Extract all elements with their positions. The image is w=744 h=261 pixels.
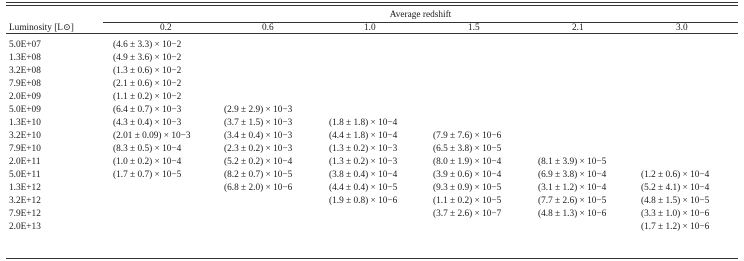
column-header: 1.5 [468,23,480,33]
value-cell: (3.1 ± 1.2) × 10−4 [538,183,607,193]
value-cell: (5.2 ± 4.1) × 10−4 [641,183,710,193]
value-cell: (3.7 ± 1.5) × 10−3 [224,118,293,128]
value-cell: (3.3 ± 1.0) × 10−6 [641,209,710,219]
value-cell: (1.2 ± 0.6) × 10−4 [641,170,710,180]
value-cell: (6.4 ± 0.7) × 10−3 [113,105,182,115]
top-rule-double [6,5,738,6]
value-cell: (1.3 ± 0.6) × 10−2 [113,66,182,76]
column-header: 3.0 [676,23,688,33]
value-cell: (3.7 ± 2.6) × 10−7 [433,209,502,219]
value-cell: (5.2 ± 0.2) × 10−4 [224,157,293,167]
value-cell: (4.4 ± 1.8) × 10−4 [329,131,398,141]
luminosity-cell: 7.9E+12 [9,209,41,219]
luminosity-cell: 2.0E+13 [9,222,41,232]
table-row [0,221,744,234]
value-cell: (7.9 ± 7.6) × 10−6 [433,131,502,141]
value-cell: (1.1 ± 0.2) × 10−2 [113,92,182,102]
column-header: 1.0 [364,23,376,33]
luminosity-cell: 3.2E+12 [9,196,41,206]
table-row [0,39,744,52]
luminosity-cell: 1.3E+08 [9,53,41,63]
value-cell: (1.7 ± 0.7) × 10−5 [113,170,182,180]
value-cell: (7.7 ± 2.6) × 10−5 [538,196,607,206]
top-rule [6,2,738,3]
value-cell: (4.3 ± 0.4) × 10−3 [113,118,182,128]
table-row [0,169,744,182]
table-row [0,195,744,208]
luminosity-cell: 7.9E+10 [9,144,41,154]
luminosity-cell: 5.0E+09 [9,105,41,115]
value-cell: (1.3 ± 0.2) × 10−3 [329,144,398,154]
luminosity-cell: 2.0E+11 [9,157,41,167]
luminosity-cell: 3.2E+08 [9,66,41,76]
table-row [0,208,744,221]
value-cell: (3.8 ± 0.4) × 10−4 [329,170,398,180]
value-cell: (4.8 ± 1.3) × 10−6 [538,209,607,219]
value-cell: (6.9 ± 3.8) × 10−4 [538,170,607,180]
value-cell: (6.8 ± 2.0) × 10−6 [224,183,293,193]
stub-header: Luminosity [L⊙] [9,23,74,33]
column-header: 2.1 [572,23,584,33]
table-row [0,182,744,195]
value-cell: (2.1 ± 0.6) × 10−2 [113,79,182,89]
value-cell: (3.9 ± 0.6) × 10−4 [433,170,502,180]
table-row [0,156,744,169]
column-header: 0.2 [160,23,172,33]
table-row [0,91,744,104]
table-row [0,65,744,78]
value-cell: (1.9 ± 0.8) × 10−6 [329,196,398,206]
value-cell: (9.3 ± 0.9) × 10−5 [433,183,502,193]
table-body [0,39,744,234]
table-row [0,52,744,65]
value-cell: (1.1 ± 0.2) × 10−5 [433,196,502,206]
value-cell: (1.8 ± 1.8) × 10−4 [329,118,398,128]
value-cell: (1.0 ± 0.2) × 10−4 [113,157,182,167]
table-row [0,130,744,143]
value-cell: (4.6 ± 3.3) × 10−2 [113,40,182,50]
value-cell: (2.01 ± 0.09) × 10−3 [113,131,191,141]
value-cell: (8.2 ± 0.7) × 10−5 [224,170,293,180]
value-cell: (2.3 ± 0.2) × 10−3 [224,144,293,154]
table-row [0,117,744,130]
luminosity-cell: 1.3E+12 [9,183,41,193]
table-row [0,143,744,156]
table-row [0,78,744,91]
table-row [0,104,744,117]
value-cell: (8.3 ± 0.5) × 10−4 [113,144,182,154]
luminosity-cell: 7.9E+08 [9,79,41,89]
bottom-rule [6,258,738,259]
value-cell: (1.3 ± 0.2) × 10−3 [329,157,398,167]
luminosity-cell: 2.0E+09 [9,92,41,102]
luminosity-cell: 5.0E+11 [9,170,41,180]
luminosity-cell: 5.0E+07 [9,40,41,50]
luminosity-cell: 1.3E+10 [9,118,41,128]
luminosity-cell: 3.2E+10 [9,131,41,141]
column-group-title: Average redshift [389,10,452,20]
value-cell: (4.9 ± 3.6) × 10−2 [113,53,182,63]
value-cell: (8.1 ± 3.9) × 10−5 [538,157,607,167]
value-cell: (6.5 ± 3.8) × 10−5 [433,144,502,154]
value-cell: (2.9 ± 2.9) × 10−3 [224,105,293,115]
column-header: 0.6 [262,23,274,33]
value-cell: (4.8 ± 1.5) × 10−5 [641,196,710,206]
value-cell: (8.0 ± 1.9) × 10−4 [433,157,502,167]
value-cell: (3.4 ± 0.4) × 10−3 [224,131,293,141]
value-cell: (1.7 ± 1.2) × 10−6 [641,222,710,232]
header-rule [6,33,738,34]
value-cell: (4.4 ± 0.4) × 10−5 [329,183,398,193]
